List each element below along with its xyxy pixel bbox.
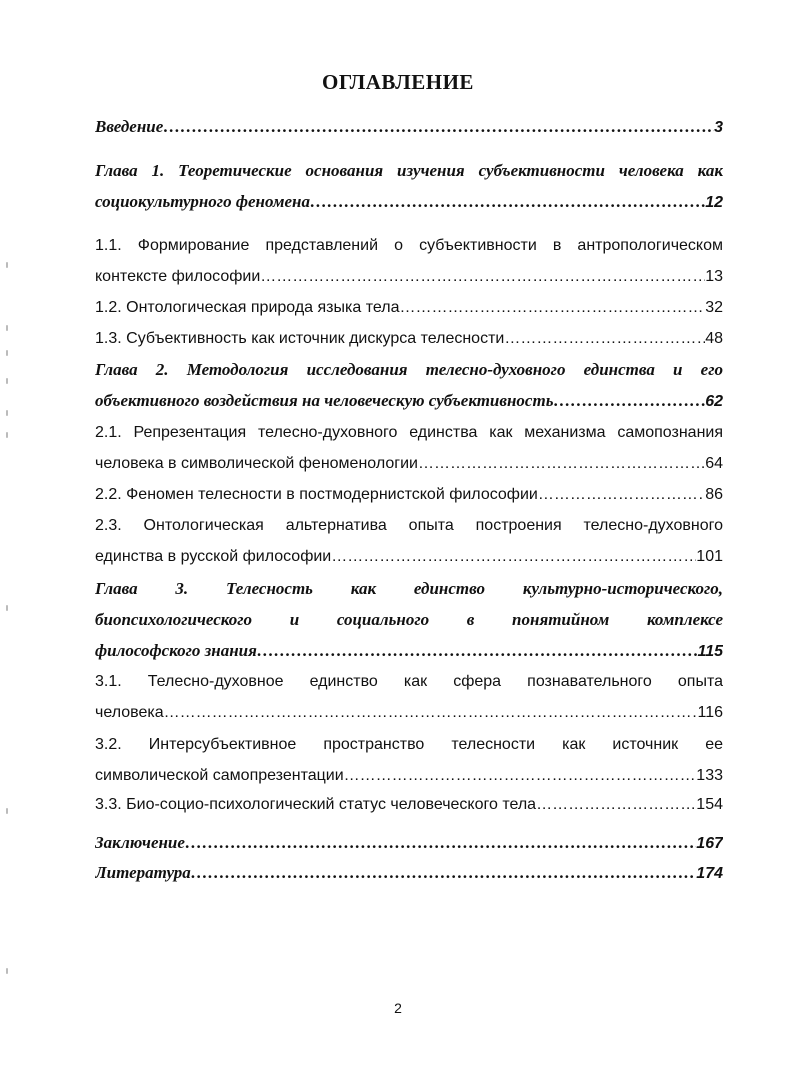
toc-entry-label: Литература xyxy=(95,863,191,882)
toc-section-3-2-line-2[interactable] xyxy=(95,765,723,789)
page-title: ОГЛАВЛЕНИЕ xyxy=(322,70,474,94)
toc-entry-label: 1.2. Онтологическая природа языка тела xyxy=(95,299,400,316)
toc-entry-introduction[interactable] xyxy=(95,116,723,140)
toc-page-number: 62 xyxy=(705,393,723,410)
toc-section-3-3[interactable] xyxy=(95,794,723,818)
scan-mark xyxy=(6,968,8,974)
dot-leader xyxy=(163,116,714,138)
toc-chapter-3-line-1[interactable]: Глава 3. Телесность как единство культурно-исторического, xyxy=(95,579,723,598)
toc-chapter-1-line-1[interactable]: Глава 1. Теоретические основания изучения субъективности человека как xyxy=(95,161,723,180)
scan-mark xyxy=(6,262,8,268)
toc-section-1-3[interactable] xyxy=(95,328,723,352)
dot-leader xyxy=(399,297,705,319)
toc-entry-label: 3.3. Био-социо-психологический статус человеческого тела xyxy=(95,796,537,813)
dot-leader xyxy=(257,640,698,662)
toc-section-3-2-line-1[interactable]: 3.2. Интерсубъективное пространство телесности как источник ее xyxy=(95,736,723,753)
toc-entry-label: социокультурного феномена xyxy=(95,192,310,211)
toc-entry-label: Введение xyxy=(95,117,164,136)
toc-page-number: 32 xyxy=(705,299,723,316)
scan-mark xyxy=(6,808,8,814)
toc-page-number: 167 xyxy=(696,835,723,852)
toc-chapter-3-line-3[interactable] xyxy=(95,640,723,664)
dot-leader xyxy=(553,390,705,412)
toc-entry-label: объективного воздействия на человеческую субъективность xyxy=(95,391,554,410)
toc-section-1-2[interactable] xyxy=(95,297,723,321)
toc-section-2-3-line-2[interactable] xyxy=(95,546,723,570)
scan-mark xyxy=(6,605,8,611)
toc-entry-label: контексте философии xyxy=(95,268,261,285)
dot-leader xyxy=(536,794,696,816)
dot-leader xyxy=(331,546,696,568)
toc-section-1-1-line-2[interactable] xyxy=(95,266,723,290)
toc-section-2-3-line-1[interactable]: 2.3. Онтологическая альтернатива опыта построения телесно-духовного xyxy=(95,517,723,534)
toc-page-number: 3 xyxy=(714,119,723,136)
scan-mark xyxy=(6,325,8,331)
scan-mark xyxy=(6,432,8,438)
toc-section-1-1-line-1[interactable]: 1.1. Формирование представлений о субъективности в антропологическом xyxy=(95,237,723,254)
toc-section-2-2[interactable] xyxy=(95,484,723,508)
dot-leader xyxy=(344,765,697,787)
toc-entry-label: человека xyxy=(95,704,164,721)
dot-leader xyxy=(538,484,705,506)
toc-section-3-1-line-1[interactable]: 3.1. Телесно-духовное единство как сфера познавательного опыта xyxy=(95,673,723,690)
toc-section-2-1-line-2[interactable] xyxy=(95,453,723,477)
toc-page-number: 116 xyxy=(697,704,723,721)
toc-entry-conclusion[interactable] xyxy=(95,832,723,856)
toc-page-number: 12 xyxy=(705,194,723,211)
toc-entry-label: 1.3. Субъективность как источник дискурса телесности xyxy=(95,330,505,347)
toc-page-number: 115 xyxy=(697,643,723,660)
toc-page-number: 174 xyxy=(696,865,723,882)
toc-entry-label: философского знания xyxy=(95,641,257,660)
toc-page-number: 48 xyxy=(705,330,723,347)
dot-leader xyxy=(164,702,698,724)
toc-chapter-2-line-2[interactable] xyxy=(95,390,723,414)
dot-leader xyxy=(418,453,705,475)
toc-section-3-1-line-2[interactable] xyxy=(95,702,723,726)
toc-entry-literature[interactable] xyxy=(95,862,723,886)
toc-entry-label: единства в русской философии xyxy=(95,548,332,565)
toc-page-number: 64 xyxy=(705,455,723,472)
toc-section-2-1-line-1[interactable]: 2.1. Репрезентация телесно-духовного единства как механизма самопознания xyxy=(95,424,723,441)
dot-leader xyxy=(191,862,697,884)
scan-mark xyxy=(6,378,8,384)
toc-chapter-1-line-2[interactable] xyxy=(95,191,723,215)
dot-leader xyxy=(504,328,705,350)
toc-page-number: 86 xyxy=(705,486,723,503)
dot-leader xyxy=(260,266,705,288)
toc-entry-label: 2.2. Феномен телесности в постмодернистской философии xyxy=(95,486,538,503)
toc-entry-label: Заключение xyxy=(95,833,185,852)
toc-entry-label: человека в символической феноменологии xyxy=(95,455,418,472)
toc-page-number: 133 xyxy=(696,767,723,784)
scan-mark xyxy=(6,350,8,356)
dot-leader xyxy=(310,191,705,213)
page-number: 2 xyxy=(394,1000,402,1016)
scan-mark xyxy=(6,410,8,416)
toc-chapter-3-line-2[interactable]: биопсихологического и социального в понятийном комплексе xyxy=(95,610,723,629)
toc-page-number: 101 xyxy=(696,548,723,565)
toc-chapter-2-line-1[interactable]: Глава 2. Методология исследования телесно-духовного единства и его xyxy=(95,360,723,379)
toc-entry-label: символической самопрезентации xyxy=(95,767,344,784)
toc-page-number: 154 xyxy=(696,796,723,813)
dot-leader xyxy=(185,832,696,854)
toc-page-number: 13 xyxy=(705,268,723,285)
